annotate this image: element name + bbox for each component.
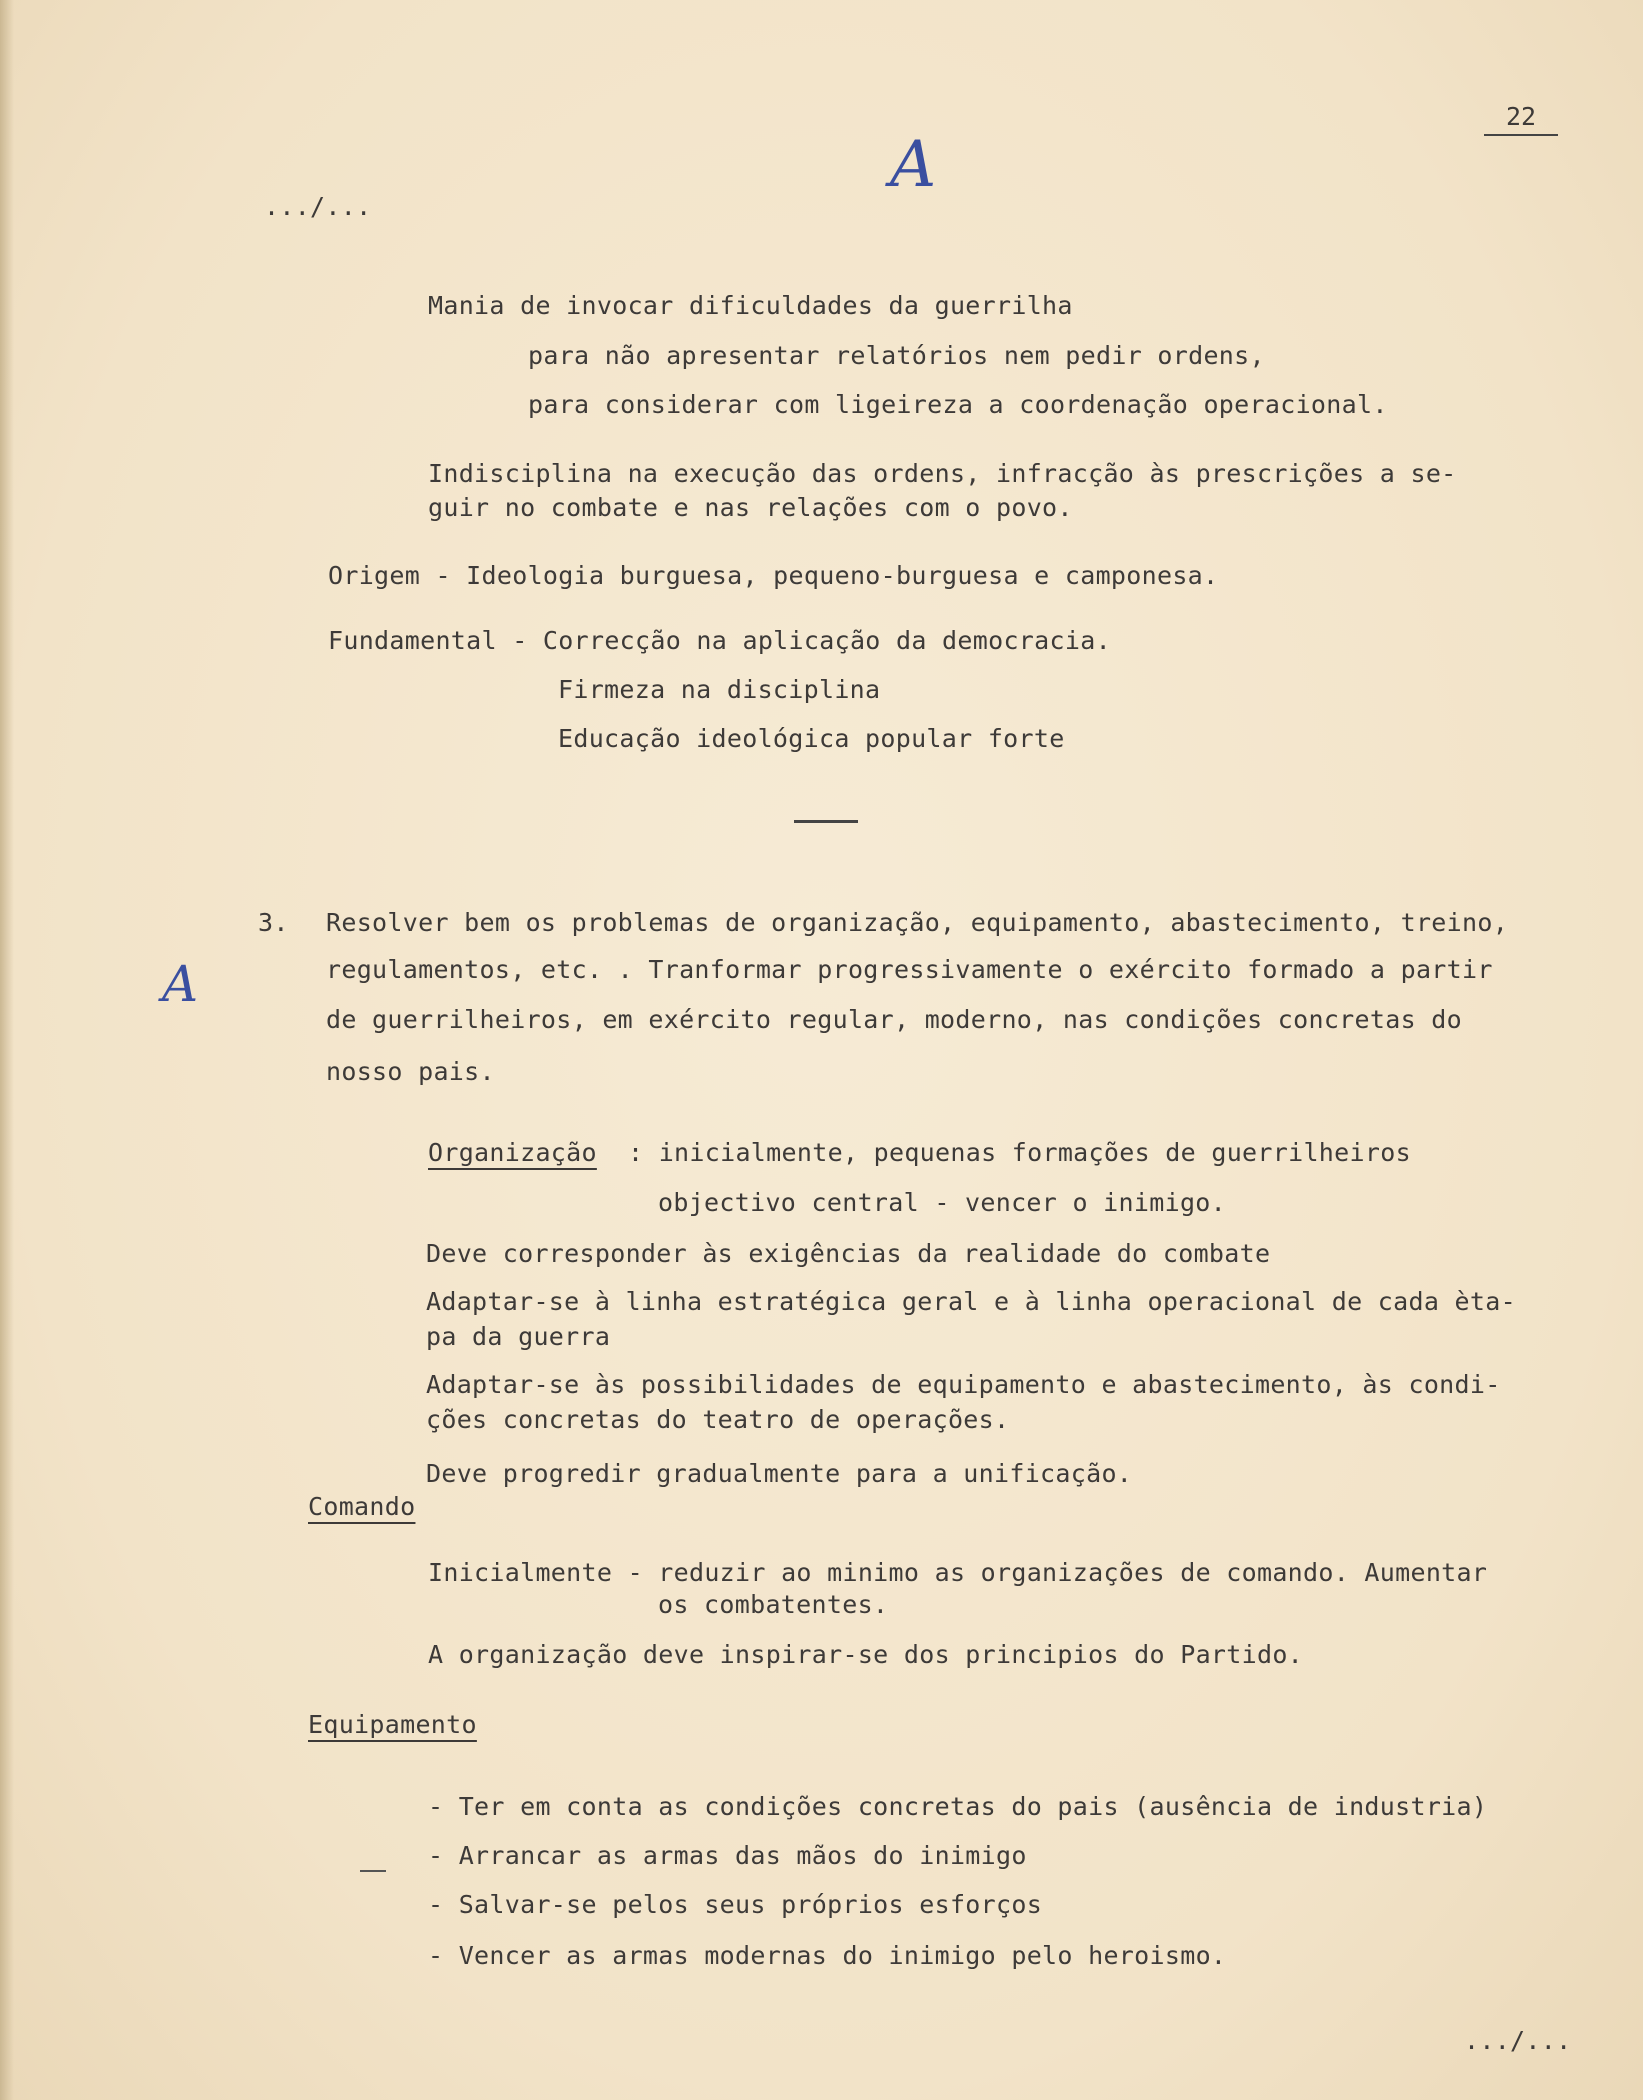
text-line: para não apresentar relatórios nem pedir ordens, xyxy=(528,341,1265,370)
text-line: ções concretas do teatro de operações. xyxy=(426,1405,1010,1434)
text-line: Deve corresponder às exigências da realidade do combate xyxy=(426,1239,1271,1268)
text-line: A organização deve inspirar-se dos principios do Partido. xyxy=(428,1640,1304,1669)
section-divider xyxy=(794,820,858,823)
handwritten-annotation-margin: A xyxy=(162,955,199,1013)
text-line: Mania de invocar dificuldades da guerrilha xyxy=(428,291,1073,320)
heading-comando: Comando xyxy=(308,1492,416,1521)
list-item: - Ter em conta as condições concretas do pais (ausência de industria) xyxy=(428,1792,1488,1821)
handwritten-annotation-top: A xyxy=(890,128,937,202)
page-number: 22 xyxy=(1484,102,1558,136)
section-number: 3. xyxy=(258,908,289,937)
list-item: - Salvar-se pelos seus próprios esforços xyxy=(428,1890,1043,1919)
text-line: Inicialmente - reduzir ao minimo as organizações de comando. Aumentar xyxy=(428,1558,1488,1587)
text-line: guir no combate e nas relações com o povo. xyxy=(428,493,1073,522)
text-line: Firmeza na disciplina xyxy=(558,675,881,704)
list-item: - Vencer as armas modernas do inimigo pelo heroismo. xyxy=(428,1941,1227,1970)
text-line: Adaptar-se às possibilidades de equipamento e abastecimento, às condi- xyxy=(426,1370,1501,1399)
heading-equipamento: Equipamento xyxy=(308,1710,477,1739)
text-line: : inicialmente, pequenas formações de guerrilheiros xyxy=(628,1138,1411,1167)
text-line: Adaptar-se à linha estratégica geral e à linha operacional de cada èta- xyxy=(426,1287,1516,1316)
continuation-mark-bottom: .../... xyxy=(1464,2026,1572,2055)
text-line: os combatentes. xyxy=(658,1590,889,1619)
text-line: Educação ideológica popular forte xyxy=(558,724,1065,753)
text-line: objectivo central - vencer o inimigo. xyxy=(658,1188,1226,1217)
heading-organizacao: Organização xyxy=(428,1138,597,1167)
text-line: Resolver bem os problemas de organização, equipamento, abastecimento, treino, xyxy=(326,908,1509,937)
text-line: regulamentos, etc. . Tranformar progressivamente o exército formado a partir xyxy=(326,955,1493,984)
text-line: nosso pais. xyxy=(326,1057,495,1086)
text-line: de guerrilheiros, em exército regular, moderno, nas condições concretas do xyxy=(326,1005,1462,1034)
text-line: Fundamental - Correcção na aplicação da democracia. xyxy=(328,626,1111,655)
page-edge-shadow xyxy=(0,0,14,2100)
text-line: Indisciplina na execução das ordens, infracção às prescrições a se- xyxy=(428,459,1457,488)
margin-dash xyxy=(360,1870,386,1872)
text-line: Origem - Ideologia burguesa, pequeno-burguesa e camponesa. xyxy=(328,561,1219,590)
text-line: Deve progredir gradualmente para a unificação. xyxy=(426,1459,1133,1488)
list-item: - Arrancar as armas das mãos do inimigo xyxy=(428,1841,1027,1870)
text-line: pa da guerra xyxy=(426,1322,611,1351)
text-line: para considerar com ligeireza a coordenação operacional. xyxy=(528,390,1388,419)
continuation-mark-top: .../... xyxy=(264,192,372,221)
